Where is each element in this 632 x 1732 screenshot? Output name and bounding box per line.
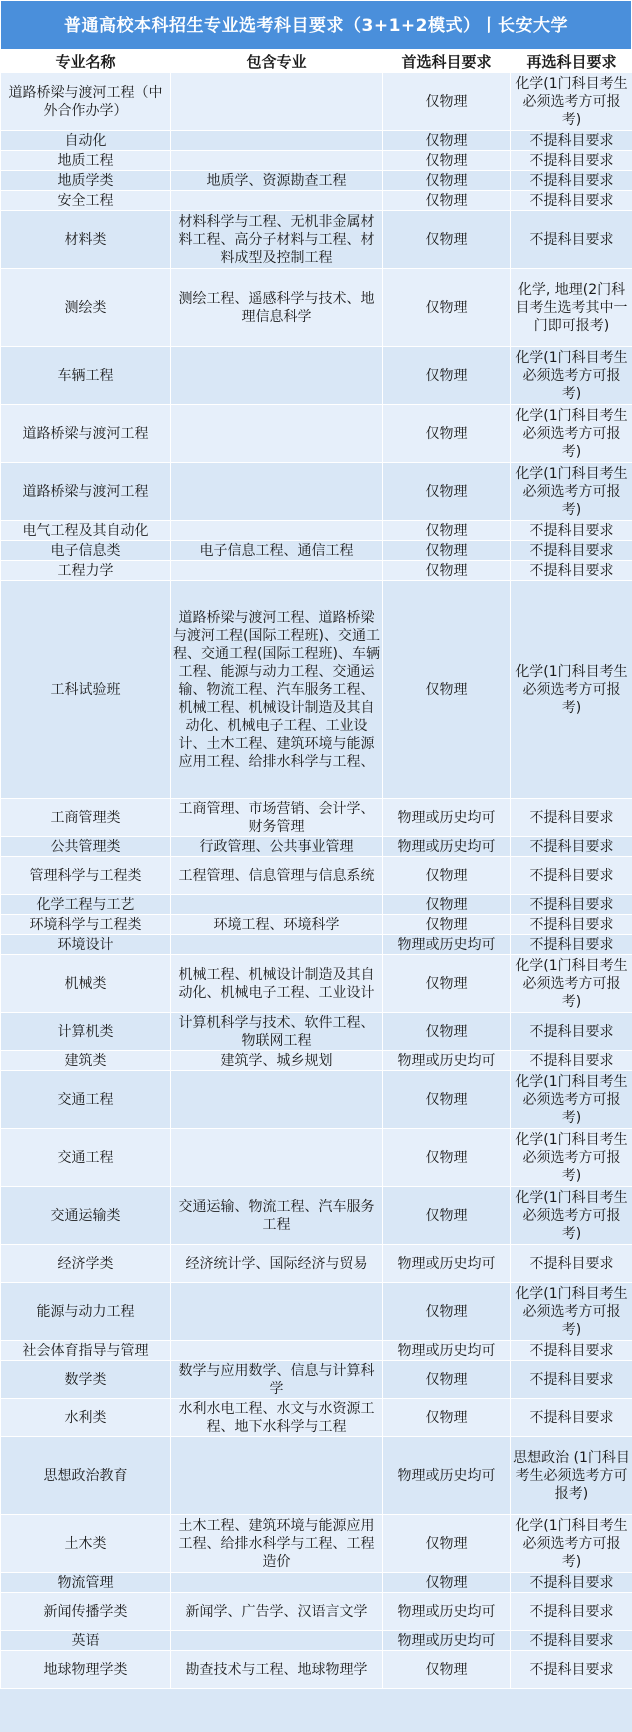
table-row (1, 1051, 632, 1071)
cell-major-name: 管理科学与工程类 (1, 857, 171, 895)
cell-second-subject: 化学(1门科目考生必须选考方可报考) (511, 1283, 632, 1341)
table-row (1, 541, 632, 561)
cell-included-majors: 交通运输、物流工程、汽车服务工程 (171, 1187, 383, 1245)
cell-included-majors: 经济统计学、国际经济与贸易 (171, 1245, 383, 1283)
table-row (1, 463, 632, 521)
cell-included-majors (171, 463, 383, 521)
table-row (1, 1631, 632, 1651)
cell-included-majors (171, 1631, 383, 1651)
table-row (1, 73, 632, 131)
cell-included-majors (171, 1071, 383, 1129)
cell-major-name: 公共管理类 (1, 837, 171, 857)
cell-major-name: 思想政治教育 (1, 1437, 171, 1515)
cell-major-name: 机械类 (1, 955, 171, 1013)
cell-major-name: 工程力学 (1, 561, 171, 581)
cell-included-majors: 材料科学与工程、无机非金属材料工程、高分子材料与工程、材料成型及控制工程 (171, 211, 383, 269)
cell-second-subject: 化学(1门科目考生必须选考方可报考) (511, 1187, 632, 1245)
cell-major-name: 土木类 (1, 1515, 171, 1573)
cell-major-name: 计算机类 (1, 1013, 171, 1051)
cell-first-subject: 仅物理 (383, 405, 511, 463)
cell-first-subject: 仅物理 (383, 541, 511, 561)
cell-second-subject: 化学(1门科目考生必须选考方可报考) (511, 405, 632, 463)
table-row (1, 1283, 632, 1341)
cell-second-subject: 化学(1门科目考生必须选考方可报考) (511, 1129, 632, 1187)
header-major-name: 专业名称 (1, 51, 171, 73)
cell-included-majors (171, 405, 383, 463)
cell-major-name: 新闻传播学类 (1, 1593, 171, 1631)
table-row (1, 799, 632, 837)
cell-major-name: 材料类 (1, 211, 171, 269)
cell-second-subject: 不提科目要求 (511, 857, 632, 895)
table-row (1, 1515, 632, 1573)
cell-first-subject: 仅物理 (383, 463, 511, 521)
table-header-row (1, 51, 632, 73)
table-row (1, 211, 632, 269)
cell-first-subject: 仅物理 (383, 171, 511, 191)
cell-included-majors: 新闻学、广告学、汉语言文学 (171, 1593, 383, 1631)
cell-second-subject: 化学(1门科目考生必须选考方可报考) (511, 581, 632, 799)
header-first-subject: 首选科目要求 (383, 51, 511, 73)
cell-second-subject: 不提科目要求 (511, 1593, 632, 1631)
cell-major-name: 物流管理 (1, 1573, 171, 1593)
table-row (1, 1129, 632, 1187)
cell-included-majors: 水利水电工程、水文与水资源工程、地下水科学与工程 (171, 1399, 383, 1437)
cell-major-name: 安全工程 (1, 191, 171, 211)
table-row (1, 857, 632, 895)
cell-first-subject: 仅物理 (383, 581, 511, 799)
cell-first-subject: 仅物理 (383, 561, 511, 581)
table-body (1, 73, 632, 1689)
cell-second-subject: 不提科目要求 (511, 1573, 632, 1593)
cell-included-majors: 土木工程、建筑环境与能源应用工程、给排水科学与工程、工程造价 (171, 1515, 383, 1573)
cell-second-subject: 不提科目要求 (511, 1631, 632, 1651)
cell-included-majors: 工商管理、市场营销、会计学、财务管理 (171, 799, 383, 837)
cell-first-subject: 仅物理 (383, 1573, 511, 1593)
cell-second-subject: 不提科目要求 (511, 191, 632, 211)
cell-included-majors (171, 191, 383, 211)
table-row (1, 561, 632, 581)
cell-first-subject: 仅物理 (383, 269, 511, 347)
cell-first-subject: 仅物理 (383, 1129, 511, 1187)
cell-second-subject: 不提科目要求 (511, 171, 632, 191)
cell-second-subject: 不提科目要求 (511, 915, 632, 935)
cell-major-name: 工商管理类 (1, 799, 171, 837)
cell-second-subject: 不提科目要求 (511, 211, 632, 269)
page-title: 普通高校本科招生专业选考科目要求（3+1+2模式）丨长安大学 (0, 0, 632, 50)
cell-major-name: 水利类 (1, 1399, 171, 1437)
cell-second-subject: 不提科目要求 (511, 799, 632, 837)
cell-first-subject: 物理或历史均可 (383, 799, 511, 837)
cell-major-name: 建筑类 (1, 1051, 171, 1071)
cell-second-subject: 不提科目要求 (511, 1651, 632, 1689)
cell-major-name: 数学类 (1, 1361, 171, 1399)
cell-first-subject: 仅物理 (383, 1399, 511, 1437)
cell-second-subject: 不提科目要求 (511, 895, 632, 915)
cell-included-majors: 勘查技术与工程、地球物理学 (171, 1651, 383, 1689)
table-row (1, 1071, 632, 1129)
table-row (1, 1341, 632, 1361)
cell-major-name: 能源与动力工程 (1, 1283, 171, 1341)
cell-first-subject: 仅物理 (383, 1515, 511, 1573)
cell-first-subject: 物理或历史均可 (383, 1593, 511, 1631)
header-included-majors: 包含专业 (171, 51, 383, 73)
cell-included-majors: 环境工程、环境科学 (171, 915, 383, 935)
cell-included-majors: 机械工程、机械设计制造及其自动化、机械电子工程、工业设计 (171, 955, 383, 1013)
table-row (1, 1361, 632, 1399)
table-row (1, 1399, 632, 1437)
cell-major-name: 地球物理学类 (1, 1651, 171, 1689)
table-row (1, 1013, 632, 1051)
cell-first-subject: 仅物理 (383, 1651, 511, 1689)
cell-second-subject: 思想政治 (1门科目考生必须选考方可报考) (511, 1437, 632, 1515)
cell-second-subject: 不提科目要求 (511, 1013, 632, 1051)
cell-second-subject: 不提科目要求 (511, 1361, 632, 1399)
cell-first-subject: 物理或历史均可 (383, 837, 511, 857)
cell-first-subject: 仅物理 (383, 1187, 511, 1245)
cell-major-name: 经济学类 (1, 1245, 171, 1283)
table-row (1, 1651, 632, 1689)
cell-first-subject: 仅物理 (383, 211, 511, 269)
cell-second-subject: 不提科目要求 (511, 1051, 632, 1071)
cell-second-subject: 不提科目要求 (511, 541, 632, 561)
cell-included-majors: 工程管理、信息管理与信息系统 (171, 857, 383, 895)
cell-included-majors (171, 151, 383, 171)
table-row (1, 935, 632, 955)
cell-first-subject: 仅物理 (383, 857, 511, 895)
cell-included-majors (171, 1129, 383, 1187)
cell-major-name: 化学工程与工艺 (1, 895, 171, 915)
cell-included-majors (171, 1573, 383, 1593)
cell-second-subject: 不提科目要求 (511, 521, 632, 541)
cell-major-name: 道路桥梁与渡河工程（中外合作办学） (1, 73, 171, 131)
cell-second-subject: 化学(1门科目考生必须选考方可报考) (511, 463, 632, 521)
cell-first-subject: 物理或历史均可 (383, 1245, 511, 1283)
cell-first-subject: 仅物理 (383, 191, 511, 211)
cell-included-majors (171, 73, 383, 131)
cell-second-subject: 化学(1门科目考生必须选考方可报考) (511, 955, 632, 1013)
cell-major-name: 道路桥梁与渡河工程 (1, 463, 171, 521)
cell-second-subject: 化学, 地理(2门科目考生选考其中一门即可报考) (511, 269, 632, 347)
table-row (1, 171, 632, 191)
cell-included-majors: 测绘工程、遥感科学与技术、地理信息科学 (171, 269, 383, 347)
cell-major-name: 社会体育指导与管理 (1, 1341, 171, 1361)
table-row (1, 1437, 632, 1515)
cell-first-subject: 物理或历史均可 (383, 1051, 511, 1071)
table-row (1, 269, 632, 347)
cell-second-subject: 不提科目要求 (511, 1341, 632, 1361)
table-row (1, 1187, 632, 1245)
cell-included-majors (171, 1341, 383, 1361)
cell-second-subject: 不提科目要求 (511, 935, 632, 955)
cell-included-majors (171, 1437, 383, 1515)
cell-first-subject: 物理或历史均可 (383, 1437, 511, 1515)
cell-first-subject: 仅物理 (383, 73, 511, 131)
cell-first-subject: 仅物理 (383, 955, 511, 1013)
cell-major-name: 电气工程及其自动化 (1, 521, 171, 541)
cell-major-name: 电子信息类 (1, 541, 171, 561)
table-row (1, 581, 632, 799)
cell-second-subject: 化学(1门科目考生必须选考方可报考) (511, 347, 632, 405)
cell-first-subject: 仅物理 (383, 131, 511, 151)
cell-second-subject: 不提科目要求 (511, 151, 632, 171)
cell-second-subject: 不提科目要求 (511, 1245, 632, 1283)
cell-included-majors: 地质学、资源勘查工程 (171, 171, 383, 191)
cell-included-majors (171, 1283, 383, 1341)
cell-second-subject: 化学(1门科目考生必须选考方可报考) (511, 73, 632, 131)
table-row (1, 191, 632, 211)
table-row (1, 405, 632, 463)
cell-first-subject: 仅物理 (383, 347, 511, 405)
cell-first-subject: 仅物理 (383, 151, 511, 171)
cell-first-subject: 物理或历史均可 (383, 1341, 511, 1361)
requirements-table (0, 50, 632, 1689)
table-row (1, 347, 632, 405)
cell-first-subject: 物理或历史均可 (383, 1631, 511, 1651)
cell-first-subject: 仅物理 (383, 895, 511, 915)
cell-second-subject: 化学(1门科目考生必须选考方可报考) (511, 1515, 632, 1573)
cell-second-subject: 不提科目要求 (511, 131, 632, 151)
cell-first-subject: 仅物理 (383, 1361, 511, 1399)
cell-major-name: 地质学类 (1, 171, 171, 191)
cell-included-majors: 道路桥梁与渡河工程、道路桥梁与渡河工程(国际工程班)、交通工程、交通工程(国际工程班)、车辆工程、能源与动力工程、交通运输、物流工程、汽车服务工程、机械工程、机械设计制造及其自动化、机械电子工程、工业设计、土木工程、建筑环境与能源应用工程、给排水科学与工程、 (171, 581, 383, 799)
cell-included-majors: 建筑学、城乡规划 (171, 1051, 383, 1071)
cell-included-majors (171, 521, 383, 541)
table-row (1, 895, 632, 915)
cell-first-subject: 物理或历史均可 (383, 935, 511, 955)
cell-second-subject: 不提科目要求 (511, 561, 632, 581)
cell-major-name: 道路桥梁与渡河工程 (1, 405, 171, 463)
table-row (1, 521, 632, 541)
cell-major-name: 车辆工程 (1, 347, 171, 405)
cell-first-subject: 仅物理 (383, 915, 511, 935)
cell-major-name: 交通工程 (1, 1129, 171, 1187)
cell-first-subject: 仅物理 (383, 1283, 511, 1341)
cell-first-subject: 仅物理 (383, 1071, 511, 1129)
cell-major-name: 交通工程 (1, 1071, 171, 1129)
cell-included-majors: 计算机科学与技术、软件工程、物联网工程 (171, 1013, 383, 1051)
cell-included-majors (171, 561, 383, 581)
cell-included-majors: 电子信息工程、通信工程 (171, 541, 383, 561)
table-row (1, 151, 632, 171)
cell-first-subject: 仅物理 (383, 521, 511, 541)
cell-major-name: 交通运输类 (1, 1187, 171, 1245)
cell-major-name: 地质工程 (1, 151, 171, 171)
cell-major-name: 环境科学与工程类 (1, 915, 171, 935)
cell-included-majors: 数学与应用数学、信息与计算科学 (171, 1361, 383, 1399)
cell-included-majors (171, 347, 383, 405)
cell-included-majors: 行政管理、公共事业管理 (171, 837, 383, 857)
cell-major-name: 英语 (1, 1631, 171, 1651)
table-row (1, 955, 632, 1013)
cell-major-name: 环境设计 (1, 935, 171, 955)
table-row (1, 1593, 632, 1631)
cell-second-subject: 不提科目要求 (511, 1399, 632, 1437)
cell-second-subject: 不提科目要求 (511, 837, 632, 857)
header-second-subject: 再选科目要求 (511, 51, 632, 73)
cell-major-name: 测绘类 (1, 269, 171, 347)
table-row (1, 1573, 632, 1593)
cell-first-subject: 仅物理 (383, 1013, 511, 1051)
cell-major-name: 工科试验班 (1, 581, 171, 799)
cell-included-majors (171, 935, 383, 955)
table-row (1, 131, 632, 151)
table-row (1, 1245, 632, 1283)
cell-major-name: 自动化 (1, 131, 171, 151)
cell-second-subject: 化学(1门科目考生必须选考方可报考) (511, 1071, 632, 1129)
table-row (1, 837, 632, 857)
table-row (1, 915, 632, 935)
cell-included-majors (171, 895, 383, 915)
cell-included-majors (171, 131, 383, 151)
